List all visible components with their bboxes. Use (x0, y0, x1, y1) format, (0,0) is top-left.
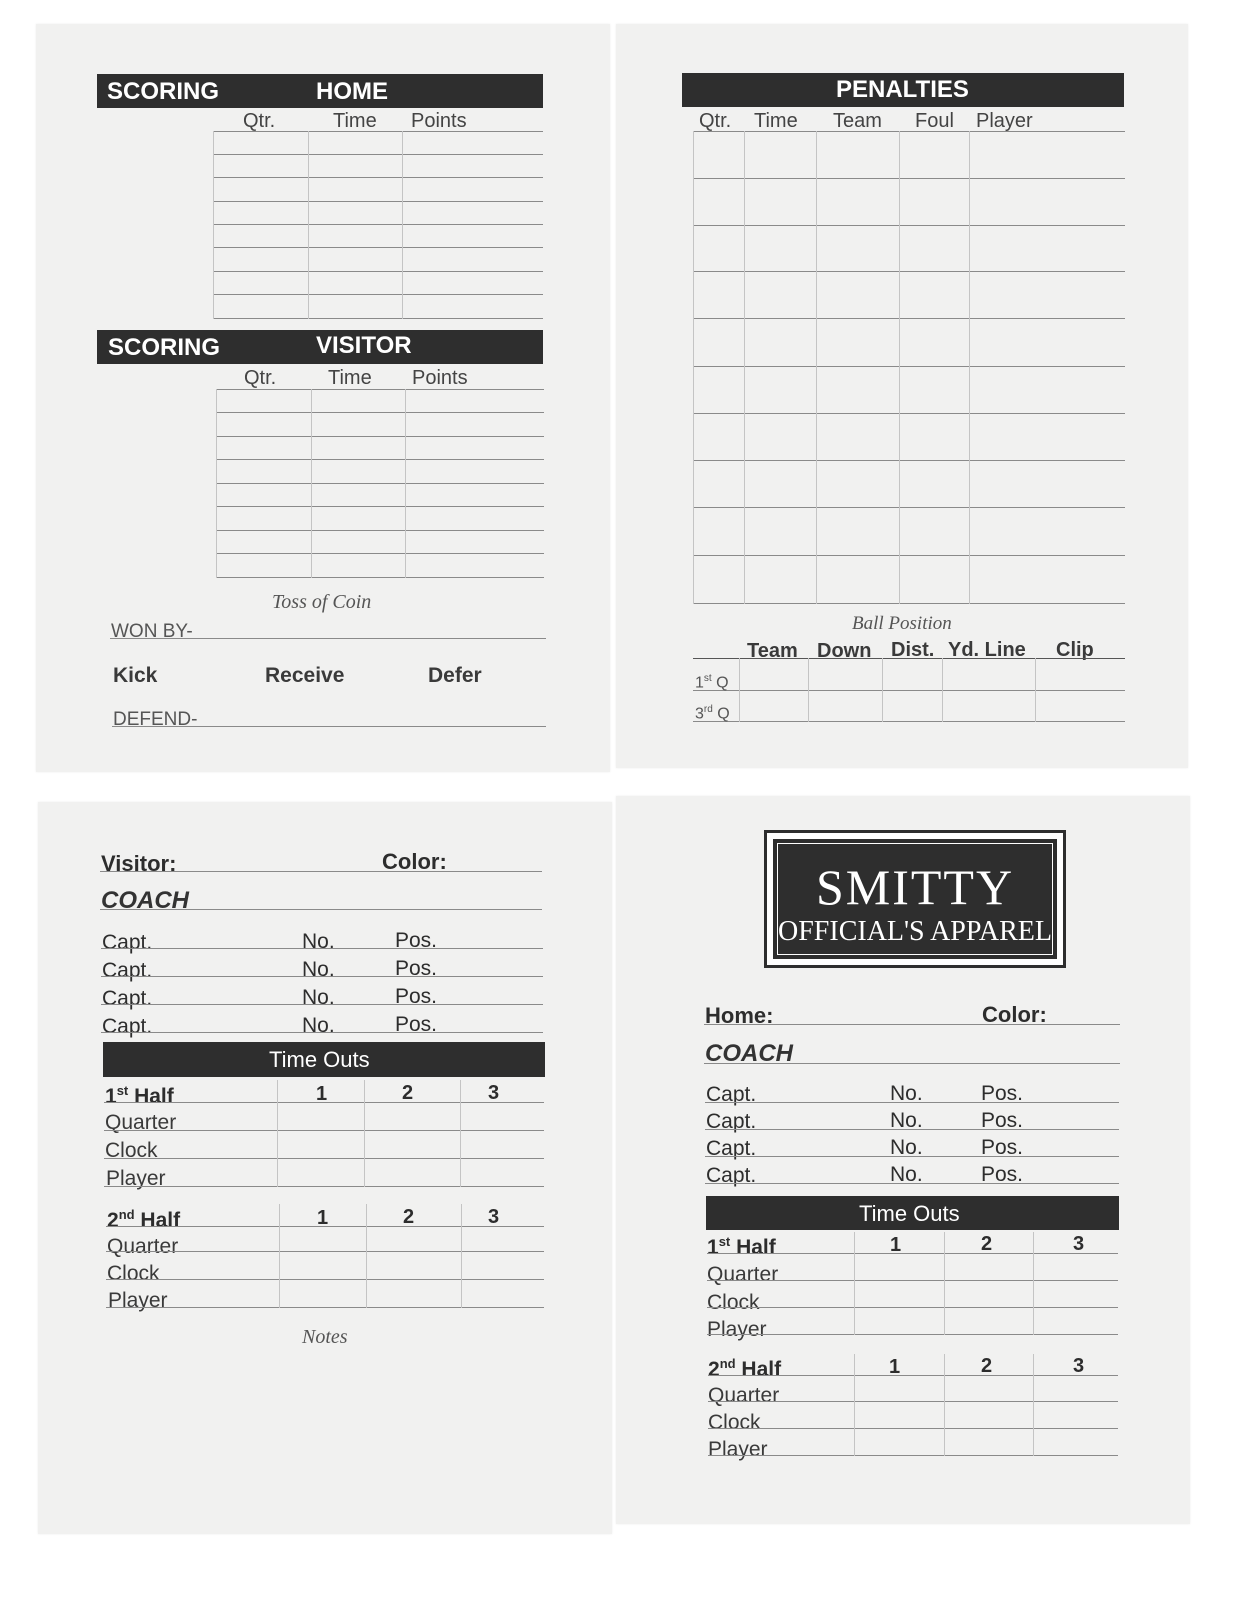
visitor-team-line (100, 871, 542, 872)
home-team-line (704, 1024, 1120, 1025)
logo-main-text: SMITTY (815, 859, 1015, 915)
scoring-visitor-col-points: Points (412, 367, 468, 389)
visitor-first-half-to-3: 3 (488, 1082, 500, 1104)
smitty-logo (764, 830, 1066, 968)
visitor-pos-4: Pos. (395, 1013, 438, 1036)
home-first-half-player: Player (707, 1318, 767, 1341)
penalties-header-bar (682, 73, 1124, 107)
visitor-coach-line (100, 909, 542, 910)
home-coach-line (704, 1063, 1120, 1064)
scoring-home-label: SCORING (107, 78, 220, 105)
won-by-line (110, 638, 546, 639)
scoring-home-grid (213, 131, 543, 319)
penalties-grid (693, 131, 1125, 604)
visitor-pos-1: Pos. (395, 929, 438, 952)
scoring-visitor-team-label: VISITOR (316, 332, 412, 359)
visitor-color-label: Color: (382, 849, 447, 874)
home-pos-2: Pos. (981, 1109, 1024, 1132)
ball-col-dist: Dist. (891, 639, 935, 661)
home-timeouts-bar (706, 1196, 1119, 1230)
visitor-second-half-quarter: Quarter (107, 1235, 179, 1258)
home-second-half-to-3: 3 (1073, 1355, 1085, 1377)
toss-receive: Receive (265, 664, 345, 687)
home-timeouts-title: Time Outs (859, 1201, 960, 1226)
visitor-capt-3: Capt. (102, 987, 153, 1010)
scoring-visitor-col-time: Time (328, 367, 372, 389)
home-no-2: No. (890, 1109, 923, 1132)
home-no-4: No. (890, 1163, 923, 1186)
toss-defer: Defer (428, 664, 482, 687)
visitor-no-3: No. (302, 986, 335, 1009)
home-first-half-table (707, 1232, 1118, 1340)
defend-label: DEFEND- (113, 709, 198, 730)
visitor-captains (101, 928, 543, 1040)
toss-of-coin-title: Toss of Coin (272, 591, 372, 613)
penalties-title: PENALTIES (836, 76, 969, 103)
visitor-notes-title: Notes (302, 1326, 348, 1348)
visitor-first-half-to-2: 2 (402, 1082, 414, 1104)
home-second-half-player: Player (708, 1438, 768, 1461)
visitor-first-half-player: Player (106, 1167, 166, 1190)
scoring-visitor-header-bar (97, 330, 543, 364)
home-second-half-quarter: Quarter (708, 1384, 780, 1407)
ball-col-ydline: Yd. Line (948, 639, 1026, 661)
penalties-col-team: Team (833, 110, 882, 132)
ball-position-title: Ball Position (852, 613, 952, 634)
ball-col-team: Team (747, 640, 798, 662)
visitor-team-label: Visitor: (101, 851, 177, 876)
home-first-half-quarter: Quarter (707, 1263, 779, 1286)
visitor-second-half-label: 2nd Half (107, 1207, 181, 1232)
visitor-pos-2: Pos. (395, 957, 438, 980)
visitor-first-half-to-1: 1 (316, 1083, 328, 1105)
visitor-first-half-quarter: Quarter (105, 1111, 177, 1134)
home-capt-2: Capt. (706, 1110, 757, 1133)
home-capt-1: Capt. (706, 1083, 757, 1106)
visitor-second-half-clock: Clock (107, 1262, 160, 1285)
home-second-half-label: 2nd Half (708, 1356, 782, 1381)
visitor-capt-4: Capt. (102, 1015, 153, 1038)
home-second-half-table (708, 1354, 1118, 1460)
scoring-home-header-bar (97, 74, 543, 108)
toss-kick: Kick (113, 664, 158, 687)
ball-col-clip: Clip (1056, 639, 1094, 661)
scoring-home-col-time: Time (333, 110, 377, 132)
home-pos-3: Pos. (981, 1136, 1024, 1159)
visitor-no-1: No. (302, 930, 335, 953)
visitor-pos-3: Pos. (395, 985, 438, 1008)
visitor-first-half-clock: Clock (105, 1139, 158, 1162)
home-first-half-label: 1st Half (707, 1234, 776, 1259)
visitor-capt-2: Capt. (102, 959, 153, 982)
home-first-half-clock: Clock (707, 1291, 760, 1314)
visitor-capt-1: Capt. (102, 931, 153, 954)
scoring-visitor-label: SCORING (108, 334, 221, 361)
home-second-half-clock: Clock (708, 1411, 761, 1434)
home-pos-1: Pos. (981, 1082, 1024, 1105)
scoring-home-team-label: HOME (316, 78, 388, 105)
logo-sub-text: OFFICIAL'S APPAREL (778, 916, 1052, 947)
home-first-half-to-3: 3 (1073, 1233, 1085, 1255)
visitor-timeouts-bar (103, 1042, 545, 1077)
home-second-half-to-2: 2 (981, 1355, 993, 1377)
home-first-half-to-1: 1 (890, 1234, 902, 1256)
ball-position-grid (693, 658, 1125, 722)
defend-line (112, 726, 546, 727)
visitor-second-half-to-2: 2 (403, 1206, 415, 1228)
home-color-label: Color: (982, 1002, 1047, 1027)
won-by-label: WON BY- (111, 621, 193, 642)
visitor-no-2: No. (302, 958, 335, 981)
home-no-3: No. (890, 1136, 923, 1159)
ball-row-1st-q: 1st Q (695, 673, 729, 692)
home-capt-3: Capt. (706, 1137, 757, 1160)
visitor-second-half-player: Player (108, 1289, 168, 1312)
penalties-col-qtr: Qtr. (699, 110, 732, 132)
visitor-second-half-table (106, 1204, 544, 1312)
penalties-col-player: Player (976, 110, 1033, 132)
penalties-col-foul: Foul (915, 110, 954, 132)
home-first-half-to-2: 2 (981, 1233, 993, 1255)
ball-row-3rd-q: 3rd Q (695, 704, 730, 723)
scoring-visitor-grid (216, 389, 544, 578)
visitor-second-half-to-3: 3 (488, 1206, 500, 1228)
penalties-col-time: Time (754, 110, 798, 132)
home-second-half-to-1: 1 (889, 1356, 901, 1378)
home-coach-label: COACH (705, 1040, 793, 1067)
visitor-second-half-to-1: 1 (317, 1207, 329, 1229)
visitor-first-half-table (104, 1080, 544, 1190)
home-pos-4: Pos. (981, 1163, 1024, 1186)
ball-col-down: Down (817, 640, 872, 662)
visitor-first-half-label: 1st Half (105, 1083, 174, 1108)
home-captains (705, 1080, 1119, 1192)
home-no-1: No. (890, 1082, 923, 1105)
visitor-coach-label: COACH (101, 887, 189, 914)
home-team-label: Home: (705, 1003, 774, 1028)
home-capt-4: Capt. (706, 1164, 757, 1187)
visitor-no-4: No. (302, 1014, 335, 1037)
visitor-timeouts-title: Time Outs (269, 1047, 370, 1072)
scoring-visitor-col-qtr: Qtr. (244, 367, 277, 389)
scoring-home-col-qtr: Qtr. (243, 110, 276, 132)
scoring-home-col-points: Points (411, 110, 467, 132)
